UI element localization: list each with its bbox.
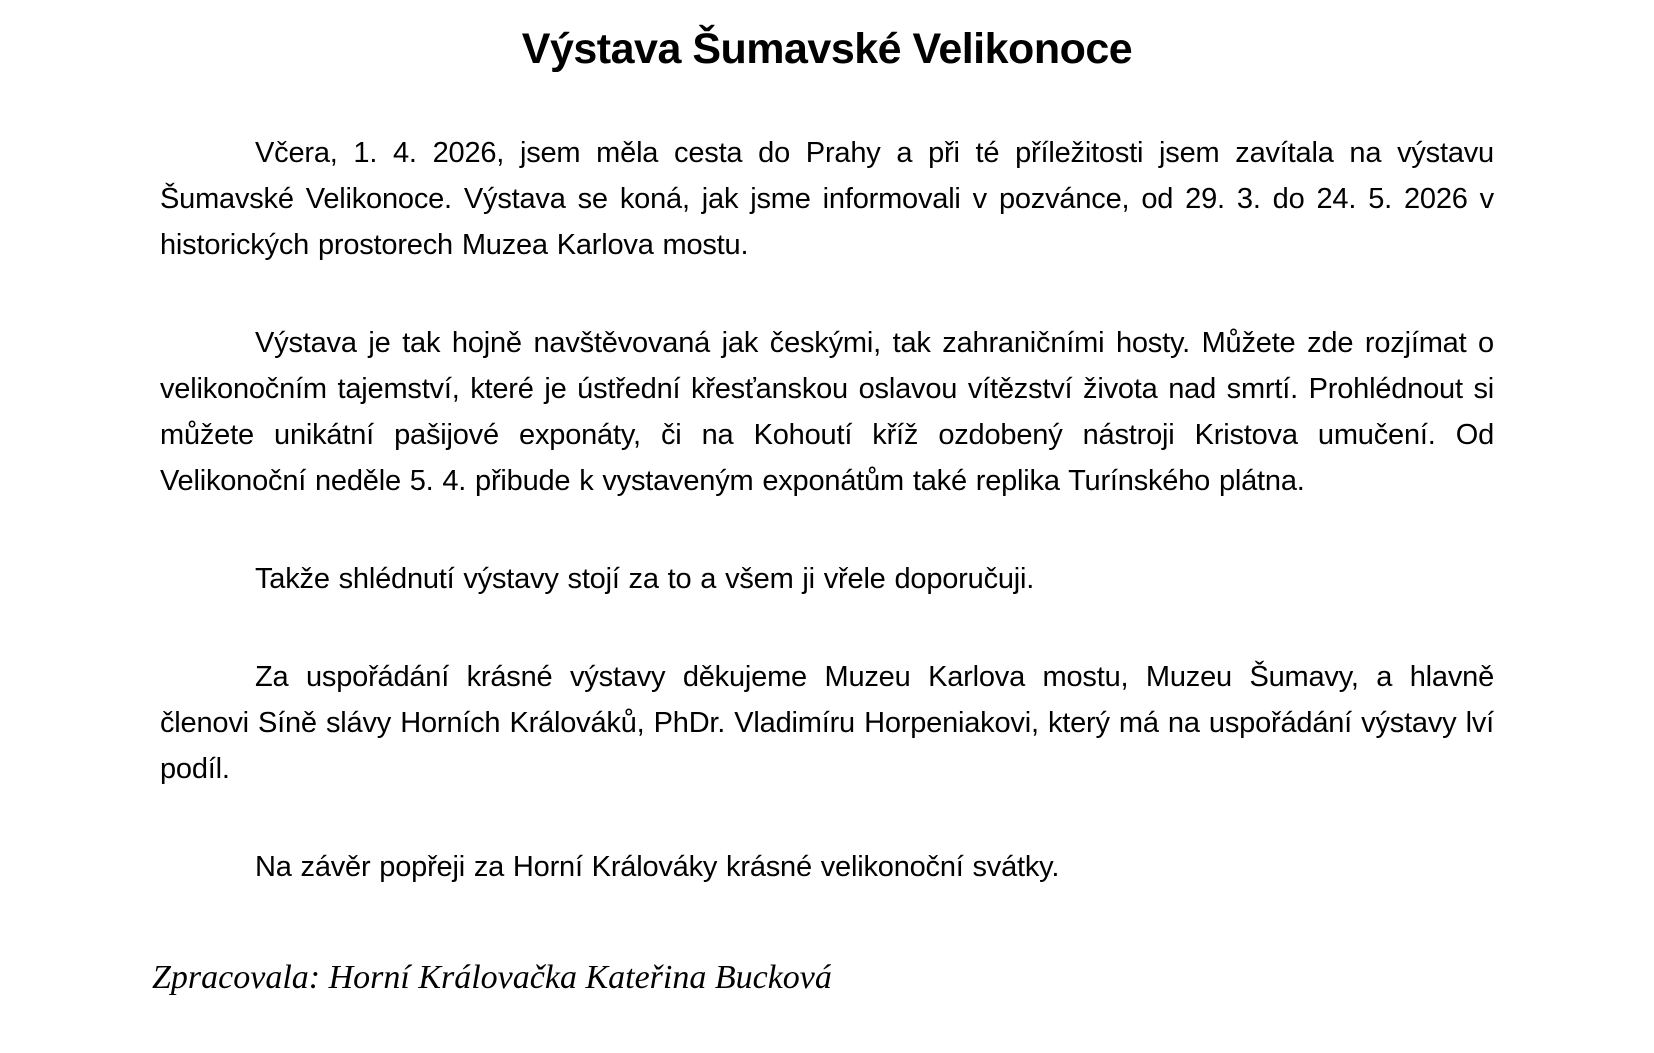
document-title: Výstava Šumavské Velikonoce [521, 25, 1133, 73]
paragraph-acknowledgements: Za uspořádání krásné výstavy děkujeme Muzeu Karlova mostu, Muzeu Šumavy, a hlavně členovi Síně slávy Horních Králováků, PhDr. Vladimíru Horpeniakovi, který má na uspořádání výstavy lví podíl. [160, 661, 1494, 785]
paragraph-intro: Včera, 1. 4. 2026, jsem měla cesta do Prahy a při té příležitosti jsem zavítala na výstavu Šumavské Velikonoce. Výstava se koná, jak jsme informovali v pozvánce, od 29. 3. do 24. 5. 2026 v historických prostorech Muzea Karlova mostu. [160, 137, 1494, 261]
paragraph-closing-wishes: Na závěr popřeji za Horní Králováky krásné velikonoční svátky. [255, 851, 1060, 883]
signature-line: Zpracovala: Horní Královačka Kateřina Bucková [152, 959, 832, 996]
document-body [160, 130, 1494, 890]
paragraph-exhibition-details: Výstava je tak hojně navštěvovaná jak českými, tak zahraničními hosty. Můžete zde rozjímat o velikonočním tajemství, které je ústřední křesťanskou oslavou vítězství života nad smrtí. Prohlédnout si můžete unikátní pašijové exponáty, či na Kohoutí kříž ozdobený nástroji Kristova umučení. Od Velikonoční neděle 5. 4. přibude k vystaveným exponátům také replika Turínského plátna. [160, 327, 1494, 497]
paragraph-recommendation: Takže shlédnutí výstavy stojí za to a všem ji vřele doporučuji. [255, 563, 1035, 595]
